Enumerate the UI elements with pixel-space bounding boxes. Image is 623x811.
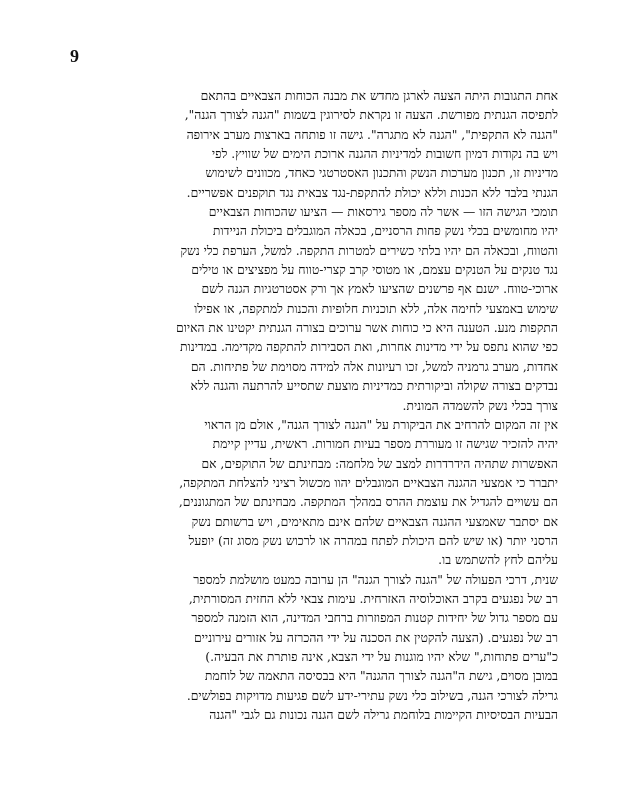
- text-line: שימוש באמצעי לחימה אלה, ללא תוכניות חלופיות והכנות למתקפה, או אפילו: [194, 301, 558, 316]
- text-line: שנית, דרכי הפעולה של "הגנה לצורך הגנה" הן ערובה כמעט מושלמת למספר: [193, 572, 558, 587]
- text-line: רב של נפגעים בקרב האוכלוסיה האזרחית. עימות צבאי ללא החזית המסורתית,: [188, 591, 558, 606]
- text-line: נבדקים בצורה שקולה וביקורתית כמדיניות מוצעת שתסייע להרתעה והגנה ללא: [190, 379, 558, 394]
- text-line: הם עשויים להגדיל את עוצמת ההרס במהלך המתקפה. מבחינתם של המתגוננים,: [178, 495, 558, 510]
- text-line: אין זה המקום להרחיב את הביקורת על "הגנה לצורך הגנה", אולם מן הראוי: [204, 417, 558, 432]
- text-line: יהיו מחומשים בכלי נשק פחות הרסניים, בכאלה המוגבלים ביכולת הניידות: [212, 224, 558, 239]
- text-line: ויש בה נקודות דמיון חשובות למדיניות ההגנה ארוכת הימים של שוויץ. לפי: [211, 147, 558, 162]
- text-line: הבעיות הבסיסיות הקיימות בלוחמת גרילה לשם הגנה נכונות גם לגבי "הגנה: [209, 708, 558, 722]
- paragraph-1: [74, 87, 558, 203]
- text-line: הגנתי בלבד ללא הכנות וללא יכולת להתקפת-נגד צבאית נגד תוקפנים אפשריים.: [186, 185, 558, 200]
- text-line: הרסני יותר (או שיש להם היכולת לפתח במהרה או לרכוש נשק מסוג זה) יופעל: [188, 533, 558, 548]
- text-line: עם מספר גדול של יחידות קטנות המפוזרות ברחבי המדינה, הוא הזמנה למספר: [191, 611, 558, 626]
- paragraph-3: [74, 416, 558, 571]
- text-line: כפי שהוא נתפס על ידי מדינות אחרות, ואת הסבירות להתקפה מקדימה. במדינות: [180, 340, 558, 355]
- text-line: והטווח, ובכאלה הם יהיו בלתי כשירים למטרות התקפה. למשל, הערפת כלי נשק: [180, 243, 558, 258]
- text-line: לתפיסה הגנתית מפורשת. הצעה זו נקראת לסירוגין בשמות "הגנה לצורך הגנה",: [184, 108, 558, 123]
- text-line: רב של נפגעים. (הצעה להקטין את הסכנה על ידי ההכרזה על אזורים עירוניים: [193, 630, 558, 645]
- text-line: צורך בכלי נשק להשמדה המונית.: [402, 398, 558, 413]
- text-line: יהיה להזכיר שגישה זו מעוררת מספר בעיות חמורות. ראשית, עדיין קיימת: [212, 437, 558, 452]
- text-line: אם יסתבר שאמצעי ההגנה הצבאיים שלהם אינם מתאימים, ויש ברשותם נשק: [191, 514, 558, 529]
- paragraph-4: [74, 571, 558, 726]
- paragraph-2: [74, 203, 558, 416]
- text-line: נגד טנקים על הטנקים עצמם, או מטוסי קרב קצרי-טווח על מפציצים או טילים: [191, 263, 558, 278]
- page-number: 9: [70, 46, 79, 66]
- text-line: אחדות, מערב גרמניה למשל, זכו רעיונות אלה למידה מסוימת של פתיחות. הם: [190, 359, 558, 374]
- text-line: גרילה לצורכי הגנה, בשילוב כלי נשק עתירי-ידע לשם פגיעות מדויקות בפולשים.: [186, 688, 558, 703]
- text-line: ארוכי-טווח. ישנם אף פרשנים שהציעו לאמץ אך ורק אסטרטגיות הגנה לשם: [201, 282, 558, 297]
- text-line: במובן מסוים, גישת ה"הגנה לצורך ההגנה" היא בבסיסה התאמה של לוחמת: [204, 669, 558, 684]
- text-line: תומכי הגישה הזו — אשר לה מספר גירסאות — הציעו שהכוחות הצבאיים: [208, 205, 558, 220]
- text-line: "הגנה לא התקפית", "הגנה לא מתגרה". גישה זו פותחה בארצות מערב אירופה: [186, 127, 558, 142]
- text-line: התקפות מנע. הטענה היא כי כוחות אשר ערוכים בצורה הגנתית יקטינו את האיום: [176, 321, 558, 336]
- text-line: אחת התגובות היתה הצעה לארגן מחדש את מבנה הכוחות הצבאיים בהתאם: [200, 89, 558, 103]
- text-line: יתברר כי אמצעי ההגנה הצבאיים המוגבלים יהוו מכשול רציני להצלחת המתקפה,: [179, 475, 558, 490]
- text-line: כ"ערים פתוחות," שלא יהיו מוגנות על ידי הצבא, אינה פותרת את הבעיה.): [205, 649, 558, 664]
- text-line: האפשרות שתהיה הידרדרות למצב של מלחמה: מבחינתם של התוקפים, אם: [201, 456, 558, 471]
- text-line: עליהם לחץ להשתמש בו.: [438, 553, 558, 568]
- body-text: [74, 87, 558, 725]
- text-line: מדיניות זו, תכנון מערכות הנשק והתכנון האסטרטגי כאחד, מכוונים לשימוש: [205, 166, 558, 181]
